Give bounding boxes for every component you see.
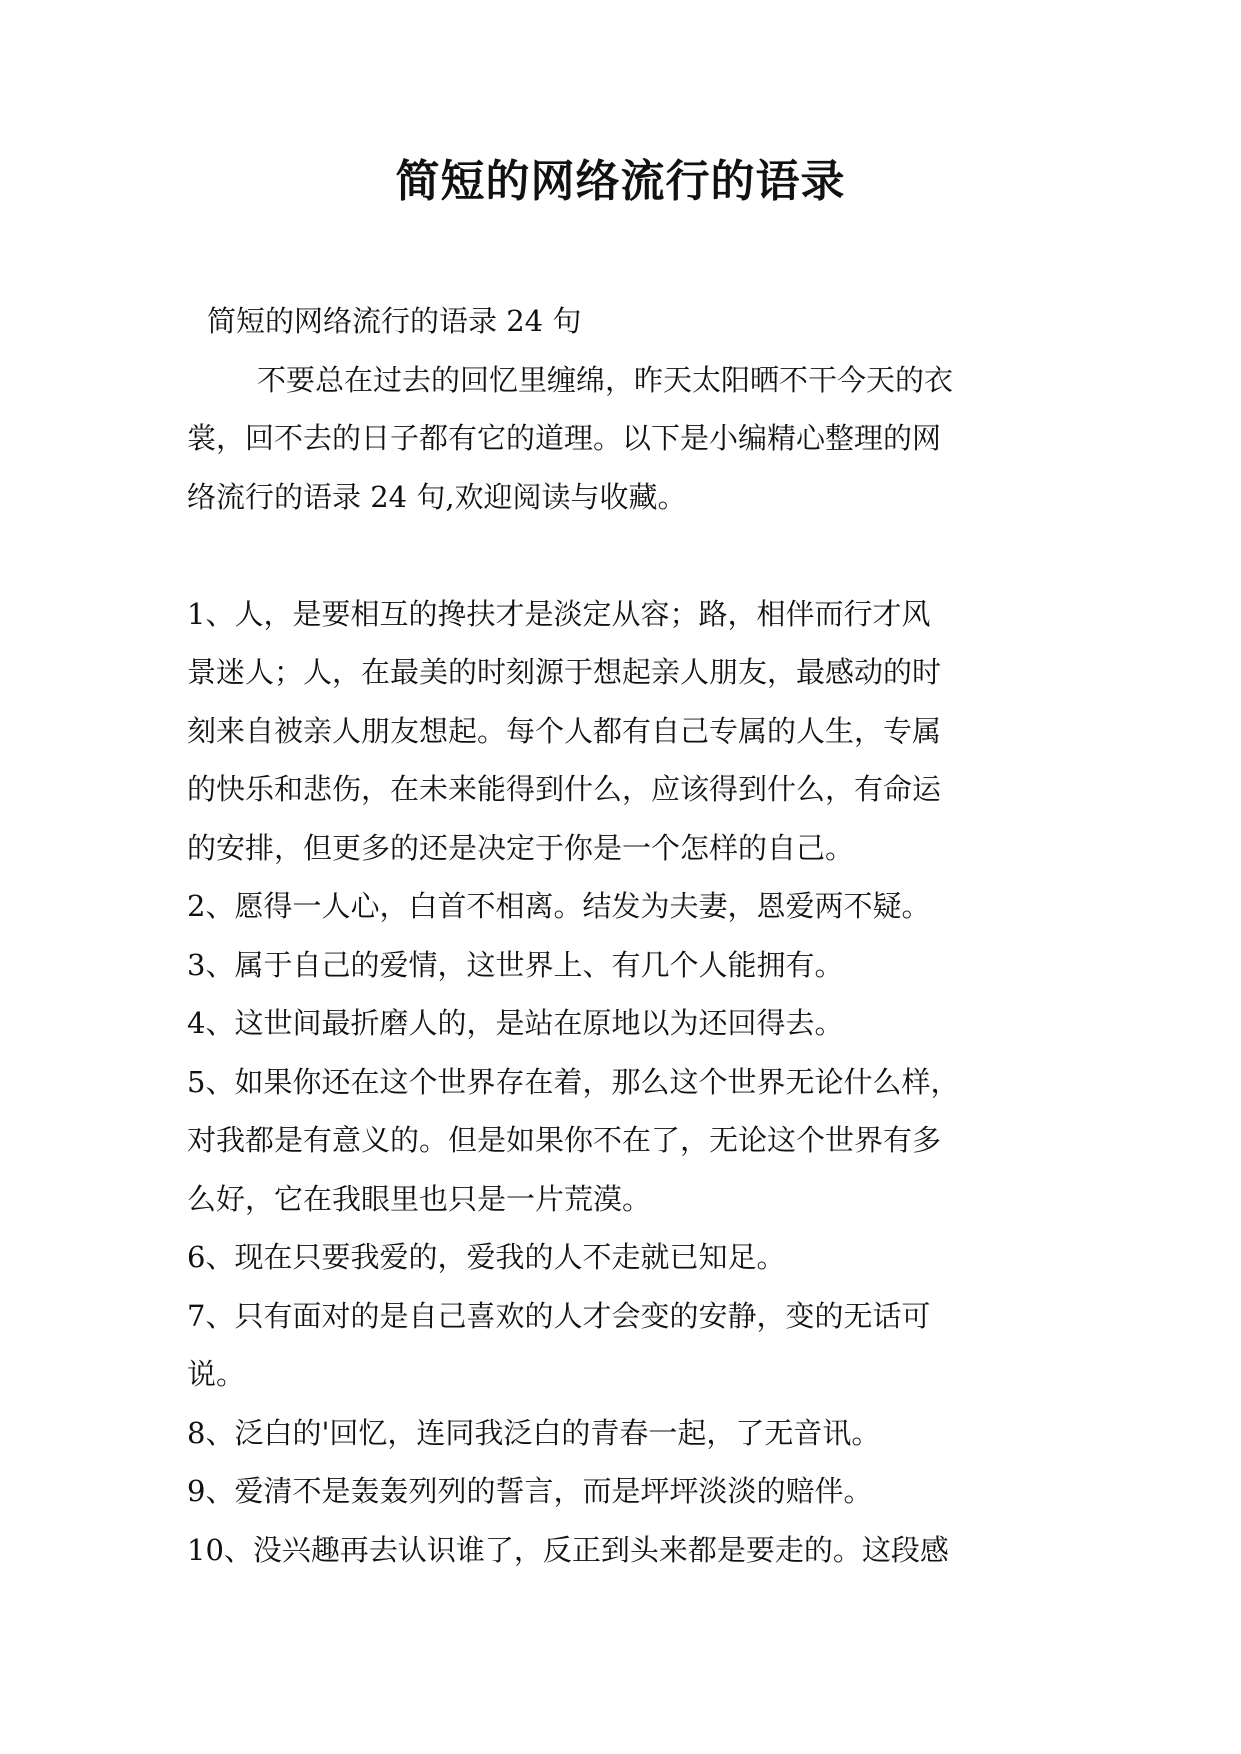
list-item-line: 的快乐和悲伤，在未来能得到什么，应该得到什么，有命运 — [187, 772, 942, 806]
list-item-line: 对我都是有意义的。但是如果你不在了，无论这个世界有多 — [187, 1123, 942, 1157]
list-item-line: 说。 — [187, 1357, 246, 1391]
intro-line: 不要总在过去的回忆里缠绵，昨天太阳晒不干今天的衣 — [257, 362, 954, 397]
list-item-line: 10、没兴趣再去认识谁了，反正到头来都是要走的。这段感 — [187, 1532, 949, 1567]
intro-line: 络流行的语录 24 句,欢迎阅读与收藏。 — [187, 479, 687, 514]
document-title: 简短的网络流行的语录 — [395, 156, 846, 207]
list-item-line: 的安排，但更多的还是决定于你是一个怎样的自己。 — [187, 830, 855, 865]
list-item-line: 7、只有面对的是自己喜欢的人才会变的安静，变的无话可 — [187, 1298, 931, 1333]
list-item-line: 5、如果你还在这个世界存在着，那么这个世界无论什么样， — [187, 1064, 960, 1099]
list-item-line: 么好，它在我眼里也只是一片荒漠。 — [187, 1181, 652, 1216]
list-item-line: 4、这世间最折磨人的，是站在原地以为还回得去。 — [187, 1006, 844, 1040]
document-body — [187, 292, 1057, 1579]
list-item-line: 6、现在只要我爱的，爱我的人不走就已知足。 — [187, 1240, 786, 1274]
paragraph-spacer — [187, 526, 1057, 585]
list-item-line: 刻来自被亲人朋友想起。每个人都有自己专属的人生，专属 — [187, 713, 942, 748]
list-item-line: 1、人，是要相互的搀扶才是淡定从容；路，相伴而行才风 — [187, 596, 931, 631]
list-item-line: 2、愿得一人心，白首不相离。结发为夫妻，恩爱两不疑。 — [187, 889, 931, 923]
list-item-line: 8、泛白的'回忆，连同我泛白的青春一起，了无音讯。 — [187, 1415, 881, 1450]
intro-line: 裳，回不去的日子都有它的道理。以下是小编精心整理的网 — [187, 421, 942, 455]
document-subtitle: 简短的网络流行的语录 24 句 — [207, 304, 582, 338]
list-item-line: 3、属于自己的爱情，这世界上、有几个人能拥有。 — [187, 947, 844, 982]
list-item-line: 景迷人；人，在最美的时刻源于想起亲人朋友，最感动的时 — [187, 655, 942, 689]
list-item-line: 9、爱清不是轰轰列列的誓言，而是坪坪淡淡的赔伴。 — [187, 1474, 873, 1508]
